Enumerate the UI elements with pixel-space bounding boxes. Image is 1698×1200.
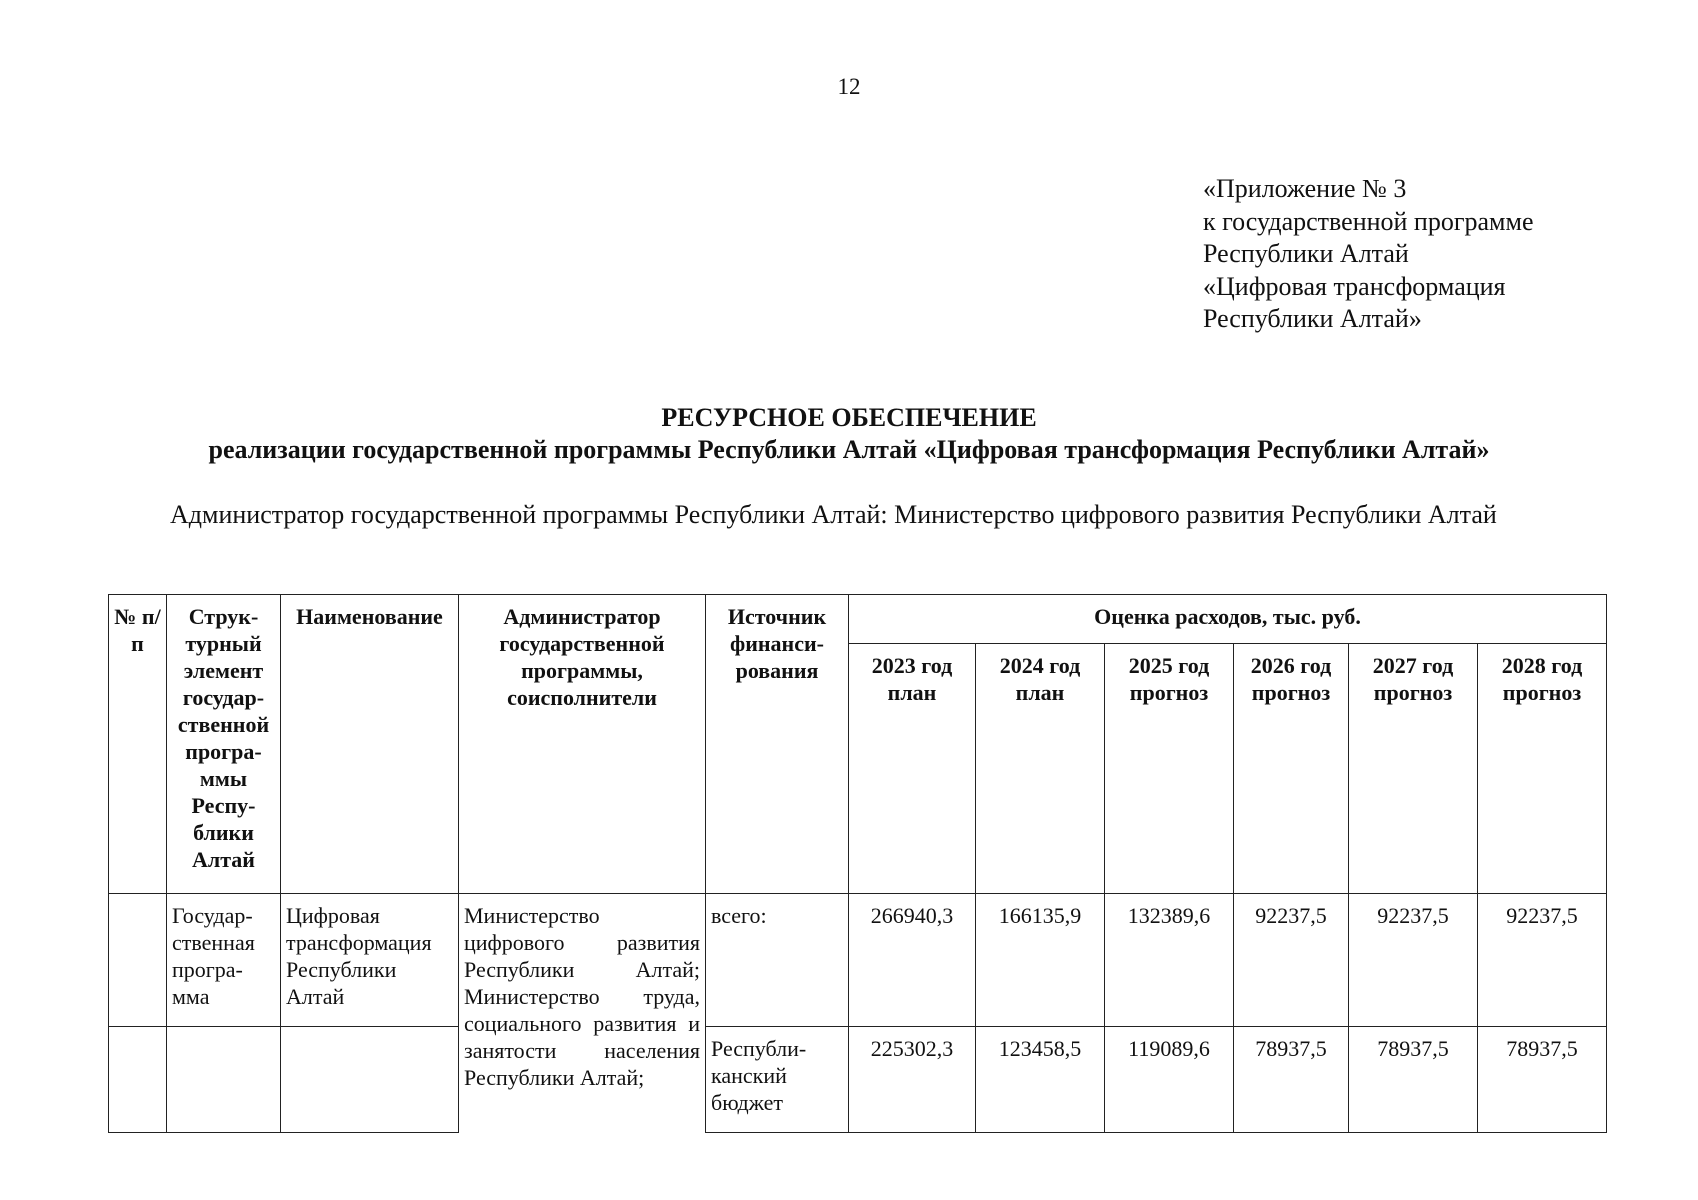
value-2028: 92237,5: [1478, 894, 1607, 1027]
header-administrator: Администратор государственной программы, соисполнители: [459, 595, 706, 894]
header-year-2025: 2025 год прогноз: [1105, 644, 1234, 894]
header-year-2026: 2026 год прогноз: [1234, 644, 1349, 894]
value-2025: 119089,6: [1105, 1027, 1234, 1133]
value-2024: 166135,9: [976, 894, 1105, 1027]
appendix-line: «Цифровая трансформация: [1203, 271, 1506, 301]
row-structural-element: [167, 1027, 281, 1133]
header-structural-element: Струк-турный элемент государ-ственной програ-ммы Респу-блики Алтай: [167, 595, 281, 894]
value-2027: 78937,5: [1349, 1027, 1478, 1133]
value-2026: 92237,5: [1234, 894, 1349, 1027]
value-2023: 225302,3: [849, 1027, 976, 1133]
value-2026: 78937,5: [1234, 1027, 1349, 1133]
resource-table: [108, 594, 1607, 1133]
appendix-block: [1203, 173, 1534, 336]
appendix-line: к государственной программе: [1203, 206, 1534, 236]
value-2028: 78937,5: [1478, 1027, 1607, 1133]
row-name: [281, 1027, 459, 1133]
row-name: Цифровая трансформация Республики Алтай: [281, 894, 459, 1027]
appendix-line: Республики Алтай»: [1203, 304, 1422, 333]
table-row: [109, 894, 1607, 1027]
document-title: [0, 402, 1698, 466]
value-2027: 92237,5: [1349, 894, 1478, 1027]
header-year-2028: 2028 год прогноз: [1478, 644, 1607, 894]
header-name: Наименование: [281, 595, 459, 894]
value-2023: 266940,3: [849, 894, 976, 1027]
row-funding-source: Республи-канский бюджет: [706, 1027, 849, 1133]
row-administrator: Министерство цифрового развития Республики Алтай; Министерство труда, социального развития и занятости населения Республики Алтай;: [459, 894, 706, 1133]
appendix-line: Республики Алтай: [1203, 239, 1409, 268]
row-funding-source: всего:: [706, 894, 849, 1027]
header-num: № п/п: [109, 595, 167, 894]
row-num: [109, 894, 167, 1027]
title-line-1: РЕСУРСНОЕ ОБЕСПЕЧЕНИЕ: [661, 403, 1037, 432]
table-row: [109, 1027, 1607, 1133]
header-funding-source: Источник финанси-рования: [706, 595, 849, 894]
title-line-2: реализации государственной программы Республики Алтай «Цифровая трансформация Республики Алтай»: [208, 435, 1490, 464]
administrator-paragraph: Администратор государственной программы Республики Алтай: Министерство цифрового развития Республики Алтай: [170, 500, 1497, 529]
header-row: [109, 595, 1607, 644]
value-2025: 132389,6: [1105, 894, 1234, 1027]
value-2024: 123458,5: [976, 1027, 1105, 1133]
row-num: [109, 1027, 167, 1133]
row-structural-element: Государ-ственная програ-мма: [167, 894, 281, 1027]
header-year-2027: 2027 год прогноз: [1349, 644, 1478, 894]
header-year-2023: 2023 год план: [849, 644, 976, 894]
header-expenses: Оценка расходов, тыс. руб.: [849, 595, 1607, 644]
page-number: 12: [837, 74, 861, 99]
appendix-line: «Приложение № 3: [1203, 174, 1407, 203]
header-year-2024: 2024 год план: [976, 644, 1105, 894]
